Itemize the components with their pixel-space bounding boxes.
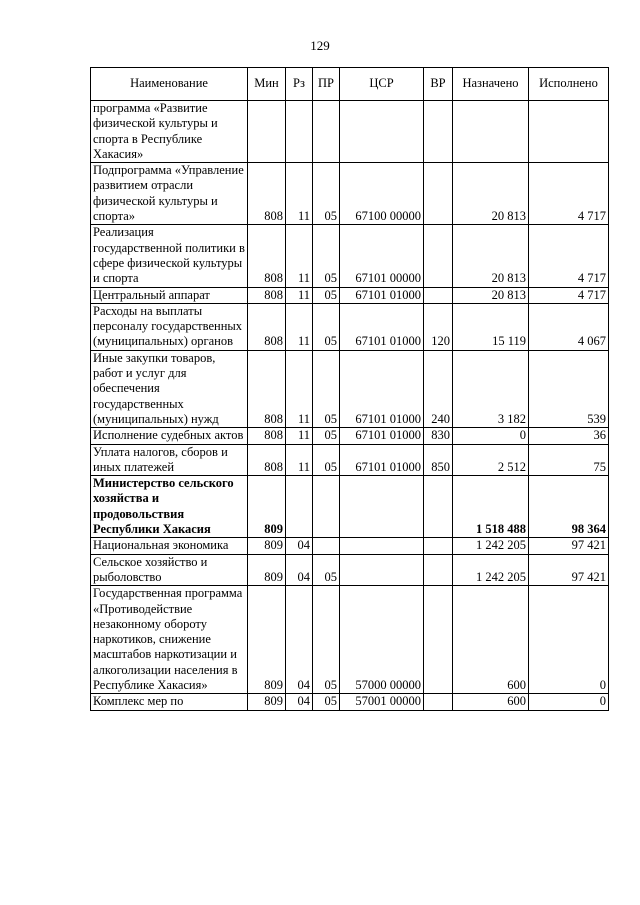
cell-pr	[313, 476, 340, 538]
table-row	[91, 163, 609, 225]
cell-csr: 57000 00000	[340, 586, 424, 694]
cell-executed: 4 717	[529, 287, 609, 303]
cell-name: Реализация государственной политики в сфере физической культуры и спорта	[91, 225, 248, 287]
cell-rz: 04	[286, 538, 313, 554]
cell-rz: 11	[286, 287, 313, 303]
cell-pr: 05	[313, 303, 340, 350]
cell-pr: 05	[313, 350, 340, 427]
cell-csr: 67101 01000	[340, 350, 424, 427]
table-row	[91, 554, 609, 586]
cell-min: 808	[248, 225, 286, 287]
col-header-assigned: Назначено	[453, 68, 529, 101]
cell-pr	[313, 538, 340, 554]
cell-executed	[529, 101, 609, 163]
cell-vr	[424, 554, 453, 586]
cell-assigned: 20 813	[453, 225, 529, 287]
cell-name: Иные закупки товаров, работ и услуг для обеспечения государственных (муниципальных) нужд	[91, 350, 248, 427]
cell-rz: 11	[286, 225, 313, 287]
cell-csr: 67101 01000	[340, 444, 424, 476]
cell-pr	[313, 101, 340, 163]
table-row	[91, 303, 609, 350]
cell-assigned: 600	[453, 694, 529, 710]
cell-name: Сельское хозяйство и рыболовство	[91, 554, 248, 586]
cell-min: 808	[248, 303, 286, 350]
col-header-min: Мин	[248, 68, 286, 101]
cell-vr	[424, 476, 453, 538]
cell-name: Министерство сельского хозяйства и продовольствия Республики Хакасия	[91, 476, 248, 538]
cell-csr: 57001 00000	[340, 694, 424, 710]
cell-csr	[340, 476, 424, 538]
cell-rz	[286, 101, 313, 163]
cell-executed: 0	[529, 694, 609, 710]
cell-csr: 67101 01000	[340, 303, 424, 350]
cell-csr	[340, 554, 424, 586]
col-header-csr: ЦСР	[340, 68, 424, 101]
table-row	[91, 101, 609, 163]
cell-executed: 539	[529, 350, 609, 427]
table-row	[91, 694, 609, 710]
cell-min: 809	[248, 538, 286, 554]
table-header-row	[91, 68, 609, 101]
cell-pr: 05	[313, 163, 340, 225]
cell-csr	[340, 101, 424, 163]
table-row	[91, 444, 609, 476]
budget-table	[90, 67, 609, 711]
cell-executed: 97 421	[529, 554, 609, 586]
table-row	[91, 225, 609, 287]
cell-name: Расходы на выплаты персоналу государственных (муниципальных) органов	[91, 303, 248, 350]
table-row	[91, 428, 609, 444]
cell-name: программа «Развитие физической культуры и спорта в Республике Хакасия»	[91, 101, 248, 163]
cell-name: Национальная экономика	[91, 538, 248, 554]
cell-pr: 05	[313, 287, 340, 303]
cell-rz: 11	[286, 428, 313, 444]
cell-rz: 11	[286, 163, 313, 225]
cell-pr: 05	[313, 428, 340, 444]
cell-name: Исполнение судебных актов	[91, 428, 248, 444]
cell-rz: 04	[286, 586, 313, 694]
cell-min: 808	[248, 444, 286, 476]
cell-name: Центральный аппарат	[91, 287, 248, 303]
cell-min: 808	[248, 428, 286, 444]
table-row	[91, 538, 609, 554]
cell-name: Подпрограмма «Управление развитием отрасли физической культуры и спорта»	[91, 163, 248, 225]
cell-min: 809	[248, 694, 286, 710]
cell-rz: 04	[286, 554, 313, 586]
cell-min: 808	[248, 287, 286, 303]
cell-vr	[424, 538, 453, 554]
cell-vr	[424, 287, 453, 303]
cell-assigned: 0	[453, 428, 529, 444]
cell-csr: 67100 00000	[340, 163, 424, 225]
cell-rz: 04	[286, 694, 313, 710]
cell-rz	[286, 476, 313, 538]
cell-executed: 36	[529, 428, 609, 444]
cell-executed: 97 421	[529, 538, 609, 554]
cell-assigned	[453, 101, 529, 163]
cell-csr: 67101 00000	[340, 225, 424, 287]
cell-executed: 4 067	[529, 303, 609, 350]
cell-vr	[424, 101, 453, 163]
cell-pr: 05	[313, 444, 340, 476]
cell-executed: 0	[529, 586, 609, 694]
table-row	[91, 476, 609, 538]
cell-assigned: 20 813	[453, 287, 529, 303]
cell-min: 809	[248, 586, 286, 694]
cell-rz: 11	[286, 444, 313, 476]
cell-assigned: 600	[453, 586, 529, 694]
cell-assigned: 1 518 488	[453, 476, 529, 538]
cell-assigned: 20 813	[453, 163, 529, 225]
cell-vr	[424, 163, 453, 225]
col-header-pr: ПР	[313, 68, 340, 101]
cell-vr	[424, 586, 453, 694]
cell-vr: 850	[424, 444, 453, 476]
cell-min: 809	[248, 554, 286, 586]
cell-min: 808	[248, 163, 286, 225]
cell-vr: 240	[424, 350, 453, 427]
cell-assigned: 2 512	[453, 444, 529, 476]
cell-pr: 05	[313, 694, 340, 710]
cell-rz: 11	[286, 303, 313, 350]
cell-pr: 05	[313, 225, 340, 287]
cell-name: Комплекс мер по	[91, 694, 248, 710]
cell-rz: 11	[286, 350, 313, 427]
cell-csr: 67101 01000	[340, 428, 424, 444]
cell-executed: 75	[529, 444, 609, 476]
col-header-vr: ВР	[424, 68, 453, 101]
cell-pr: 05	[313, 554, 340, 586]
cell-executed: 4 717	[529, 225, 609, 287]
cell-vr	[424, 694, 453, 710]
page-number: 129	[310, 38, 330, 53]
cell-assigned: 1 242 205	[453, 554, 529, 586]
cell-min: 808	[248, 350, 286, 427]
cell-name: Государственная программа «Противодействие незаконному обороту наркотиков, снижение масштабов наркотизации и алкоголизации населения в Республике Хакасия»	[91, 586, 248, 694]
cell-min: 809	[248, 476, 286, 538]
col-header-rz: Рз	[286, 68, 313, 101]
col-header-name: Наименование	[91, 68, 248, 101]
cell-assigned: 3 182	[453, 350, 529, 427]
cell-vr: 830	[424, 428, 453, 444]
table-row	[91, 287, 609, 303]
cell-executed: 98 364	[529, 476, 609, 538]
table-body	[91, 101, 609, 711]
cell-min	[248, 101, 286, 163]
cell-csr: 67101 01000	[340, 287, 424, 303]
table-row	[91, 586, 609, 694]
col-header-executed: Исполнено	[529, 68, 609, 101]
cell-pr: 05	[313, 586, 340, 694]
cell-csr	[340, 538, 424, 554]
cell-vr	[424, 225, 453, 287]
cell-assigned: 1 242 205	[453, 538, 529, 554]
cell-name: Уплата налогов, сборов и иных платежей	[91, 444, 248, 476]
cell-executed: 4 717	[529, 163, 609, 225]
cell-vr: 120	[424, 303, 453, 350]
table-row	[91, 350, 609, 427]
cell-assigned: 15 119	[453, 303, 529, 350]
